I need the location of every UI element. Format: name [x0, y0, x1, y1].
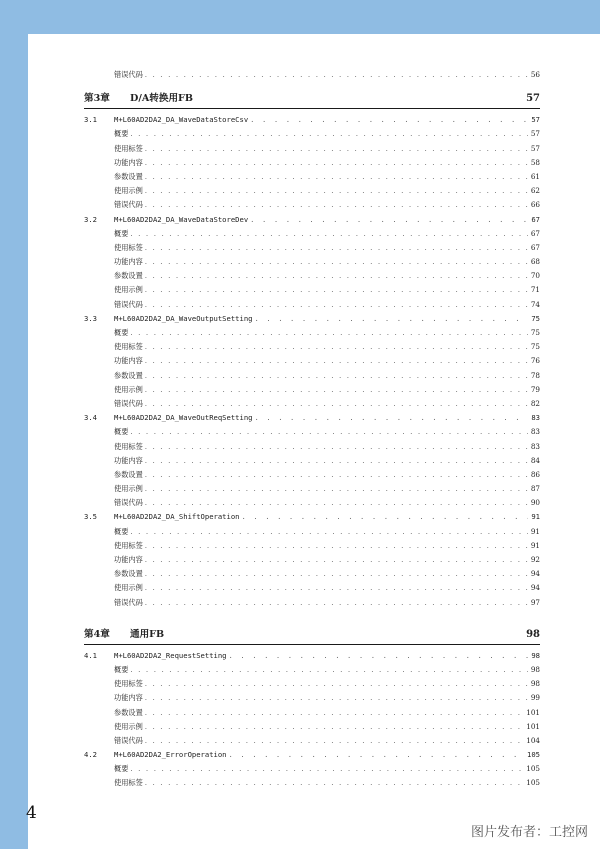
toc-entry[interactable] [84, 734, 540, 748]
toc-entry-page: 91 [530, 526, 540, 536]
toc-entry-title: 错误代码 [114, 299, 143, 309]
toc-entry[interactable] [84, 691, 540, 705]
leader-dots [145, 567, 528, 581]
section-title: M+L60AD2DA2_ErrorOperation [114, 750, 227, 760]
toc-entry-title: 参数设置 [114, 469, 143, 479]
leader-dots [145, 553, 528, 567]
section-number: 4.2 [84, 750, 97, 760]
section-title: M+L60AD2DA2_DA_WaveDataStoreCsv [114, 115, 249, 125]
leader-dots [145, 496, 528, 510]
toc-entry-page: 91 [530, 540, 540, 550]
toc-entry-title: 使用标签 [114, 778, 143, 788]
leader-dots [145, 596, 528, 610]
toc-entry-title: 错误代码 [114, 498, 143, 508]
chapter-list [84, 90, 540, 790]
leader-dots [130, 762, 523, 776]
toc-entry[interactable] [84, 369, 540, 383]
toc-entry[interactable] [84, 706, 540, 720]
leader-dots [145, 68, 528, 82]
toc-entry-page: 94 [530, 569, 540, 579]
toc-entry[interactable] [84, 198, 540, 212]
leader-dots [145, 241, 528, 255]
toc-entry-page: 90 [530, 498, 540, 508]
toc-entry-page: 70 [530, 271, 540, 281]
leader-dots [254, 312, 528, 326]
toc-entry[interactable] [84, 596, 540, 610]
toc-entry[interactable] [84, 776, 540, 790]
chapter-heading[interactable] [84, 90, 540, 109]
section-number: 3.1 [84, 115, 97, 125]
chapter-heading[interactable] [84, 626, 540, 645]
chapter-title: 通用FB [130, 628, 165, 640]
toc-entry[interactable] [84, 127, 540, 141]
section-page: 75 [531, 313, 540, 323]
toc-entry-title: 概要 [114, 328, 129, 337]
leader-dots [145, 581, 528, 595]
toc-entry-title: 功能内容 [114, 356, 143, 366]
section-number: 3.4 [84, 413, 97, 423]
toc-entry-title: 参数设置 [114, 370, 143, 380]
toc-entry-title: 功能内容 [114, 257, 143, 267]
toc-entry[interactable] [84, 720, 540, 734]
chapter-number: 第3章 [84, 93, 110, 105]
leader-dots [250, 213, 528, 227]
leader-dots [145, 691, 528, 705]
leader-dots [145, 468, 528, 482]
toc-entry-page: 105 [526, 778, 540, 788]
toc-entry-title: 概要 [114, 228, 129, 238]
toc-entry[interactable] [84, 383, 540, 397]
toc-entry-title: 使用标签 [114, 441, 143, 451]
toc-entry-page: 101 [526, 721, 540, 731]
toc-entry[interactable] [84, 326, 540, 340]
toc-entry-page: 92 [530, 555, 540, 564]
section-title: M+L60AD2DA2_DA_WaveDataStoreDev [114, 214, 249, 224]
toc-section-entry[interactable] [84, 649, 540, 663]
leader-dots [145, 369, 528, 383]
toc-entry-title: 概要 [114, 664, 129, 674]
leader-dots [145, 440, 528, 454]
toc-entry-page: 76 [530, 356, 540, 366]
section-number: 4.1 [84, 650, 97, 660]
toc-entry[interactable] [84, 496, 540, 510]
toc-entry-page: 83 [530, 441, 540, 451]
section-page: 57 [531, 115, 540, 125]
toc-entry-title: 参数设置 [114, 271, 143, 281]
toc-entry-title: 使用示例 [114, 285, 143, 295]
leader-dots [254, 411, 528, 425]
leader-dots [145, 255, 528, 269]
toc-entry-title: 使用示例 [114, 484, 143, 494]
leader-dots [145, 720, 524, 734]
toc-entry-page: 104 [526, 735, 540, 745]
section-page: 83 [531, 413, 540, 423]
toc-entry[interactable] [84, 269, 540, 283]
toc-entry[interactable] [84, 340, 540, 354]
toc-entry-title: 功能内容 [114, 157, 143, 167]
toc-section-entry[interactable] [84, 113, 540, 127]
toc-entry-page: 67 [530, 242, 540, 252]
leader-dots [145, 142, 528, 156]
section-title: M+L60AD2DA2_RequestSetting [114, 650, 227, 660]
leader-dots [145, 156, 528, 170]
toc-entry[interactable] [84, 454, 540, 468]
toc-entry-title: 使用标签 [114, 242, 143, 252]
toc-entry[interactable] [84, 283, 540, 297]
toc-entry-page: 83 [530, 427, 540, 437]
section-title: M+L60AD2DA2_DA_WaveOutReqSetting [114, 413, 253, 423]
toc-entry[interactable] [84, 241, 540, 255]
toc-section-entry[interactable] [84, 411, 540, 425]
toc-entry-title: 概要 [114, 764, 129, 774]
toc-entry-title: 错误代码 [114, 70, 143, 79]
leader-dots [229, 748, 525, 762]
watermark: 图片发布者：工控网 [470, 825, 588, 840]
toc-entry[interactable] [84, 298, 540, 312]
leader-dots [145, 198, 528, 212]
toc-entry-title: 错误代码 [114, 398, 143, 408]
toc-entry-title: 概要 [114, 427, 129, 437]
toc-entry-title: 错误代码 [114, 597, 143, 607]
leader-dots [145, 354, 528, 368]
toc-entry[interactable] [84, 525, 540, 539]
toc-entry-title: 参数设置 [114, 171, 143, 181]
section-title: M+L60AD2DA2_DA_WaveOutputSetting [114, 313, 253, 323]
toc-entry[interactable] [84, 539, 540, 553]
toc-entry-page: 75 [530, 328, 540, 337]
section-page: 67 [531, 214, 540, 224]
leader-dots [130, 525, 527, 539]
leader-dots [145, 734, 524, 748]
toc-entry-title: 错误代码 [114, 200, 143, 210]
leader-dots [145, 283, 528, 297]
toc-entry[interactable] [84, 581, 540, 595]
toc-entry-title: 概要 [114, 526, 129, 536]
toc-entry-title: 使用示例 [114, 583, 143, 593]
toc-entry-page: 66 [530, 200, 540, 210]
toc-entry-page: 99 [530, 693, 540, 703]
section-title: M+L60AD2DA2_DA_ShiftOperation [114, 512, 240, 522]
toc-section-entry[interactable] [84, 510, 540, 524]
leader-dots [145, 539, 528, 553]
leader-dots [145, 298, 528, 312]
leader-dots [229, 649, 529, 663]
toc-entry-page: 57 [530, 129, 540, 139]
toc-entry[interactable] [84, 468, 540, 482]
toc-entry[interactable] [84, 663, 540, 677]
leader-dots [130, 127, 527, 141]
leader-dots [145, 482, 528, 496]
toc-entry[interactable] [84, 142, 540, 156]
toc-entry[interactable] [84, 397, 540, 411]
toc-entry[interactable] [84, 762, 540, 776]
toc-entry-title: 使用标签 [114, 342, 143, 352]
toc-entry-page: 75 [530, 342, 540, 352]
top-color-band [0, 0, 600, 34]
toc-entry[interactable] [84, 567, 540, 581]
leader-dots [145, 170, 528, 184]
page-number: 4 [26, 803, 37, 823]
leader-dots [130, 663, 527, 677]
toc-entry[interactable] [84, 482, 540, 496]
toc-entry-title: 概要 [114, 129, 129, 139]
leader-dots [145, 383, 528, 397]
toc-entry-page: 78 [530, 370, 540, 380]
toc-entry-page: 68 [530, 257, 540, 267]
chapter-title: D/A转换用FB [130, 93, 193, 105]
toc-entry-title: 使用标签 [114, 143, 143, 153]
leader-dots [145, 340, 528, 354]
toc-entry-page: 61 [530, 171, 540, 181]
toc-entry-page: 79 [530, 384, 540, 394]
toc-entry-page: 101 [526, 707, 540, 717]
toc-section-entry[interactable] [84, 213, 540, 227]
toc-entry-page: 87 [530, 484, 540, 494]
chapter-page: 57 [526, 93, 540, 105]
toc-entry-lead[interactable] [84, 68, 540, 82]
leader-dots [250, 113, 528, 127]
toc-entry-title: 使用标签 [114, 679, 143, 689]
toc-entry[interactable] [84, 255, 540, 269]
toc-entry-title: 功能内容 [114, 555, 143, 564]
toc-entry-title: 功能内容 [114, 455, 143, 465]
toc-entry-title: 使用示例 [114, 186, 143, 196]
toc-section-entry[interactable] [84, 312, 540, 326]
toc-entry-title: 使用示例 [114, 384, 143, 394]
toc-entry[interactable] [84, 425, 540, 439]
toc-entry-page: 62 [530, 186, 540, 196]
chapter-number: 第4章 [84, 628, 110, 640]
toc-entry[interactable] [84, 170, 540, 184]
leader-dots [145, 776, 524, 790]
section-page: 98 [531, 650, 540, 660]
section-number: 3.5 [84, 512, 97, 522]
toc-entry-page: 98 [530, 664, 540, 674]
leader-dots [145, 677, 528, 691]
toc-entry-page: 105 [526, 764, 540, 774]
toc-entry-title: 参数设置 [114, 569, 143, 579]
toc-entry[interactable] [84, 156, 540, 170]
leader-dots [130, 227, 527, 241]
toc-entry-page: 57 [530, 143, 540, 153]
section-page: 105 [527, 750, 540, 760]
toc-entry[interactable] [84, 184, 540, 198]
toc-entry-page: 94 [530, 583, 540, 593]
left-color-band [0, 0, 28, 849]
toc-entry-page: 71 [530, 285, 540, 295]
toc-entry-page: 97 [530, 597, 540, 607]
leader-dots [145, 269, 528, 283]
toc-entry-title: 错误代码 [114, 735, 143, 745]
toc-entry-page: 98 [530, 679, 540, 689]
leader-dots [145, 454, 528, 468]
toc-entry-page: 58 [530, 157, 540, 167]
leader-dots [130, 326, 527, 340]
toc-entry-title: 功能内容 [114, 693, 143, 703]
toc-entry-page: 74 [530, 299, 540, 309]
toc-entry-page: 56 [530, 70, 540, 79]
chapter-page: 98 [526, 628, 540, 640]
toc-entry-page: 67 [530, 228, 540, 238]
toc-entry-title: 参数设置 [114, 707, 143, 717]
toc-entry[interactable] [84, 354, 540, 368]
toc-entry[interactable] [84, 553, 540, 567]
toc-entry-page: 84 [530, 455, 540, 465]
section-number: 3.2 [84, 214, 97, 224]
toc-entry[interactable] [84, 440, 540, 454]
leader-dots [145, 184, 528, 198]
toc-section-entry[interactable] [84, 748, 540, 762]
toc-entry[interactable] [84, 677, 540, 691]
leader-dots [145, 706, 524, 720]
section-page: 91 [531, 512, 540, 522]
toc-entry-page: 86 [530, 469, 540, 479]
toc-entry-title: 使用示例 [114, 721, 143, 731]
toc-entry[interactable] [84, 227, 540, 241]
leader-dots [130, 425, 527, 439]
leader-dots [145, 397, 528, 411]
toc-entry-title: 使用标签 [114, 540, 143, 550]
toc-entry-page: 82 [530, 398, 540, 408]
section-number: 3.3 [84, 313, 97, 323]
table-of-contents [84, 68, 540, 791]
leader-dots [242, 510, 529, 524]
